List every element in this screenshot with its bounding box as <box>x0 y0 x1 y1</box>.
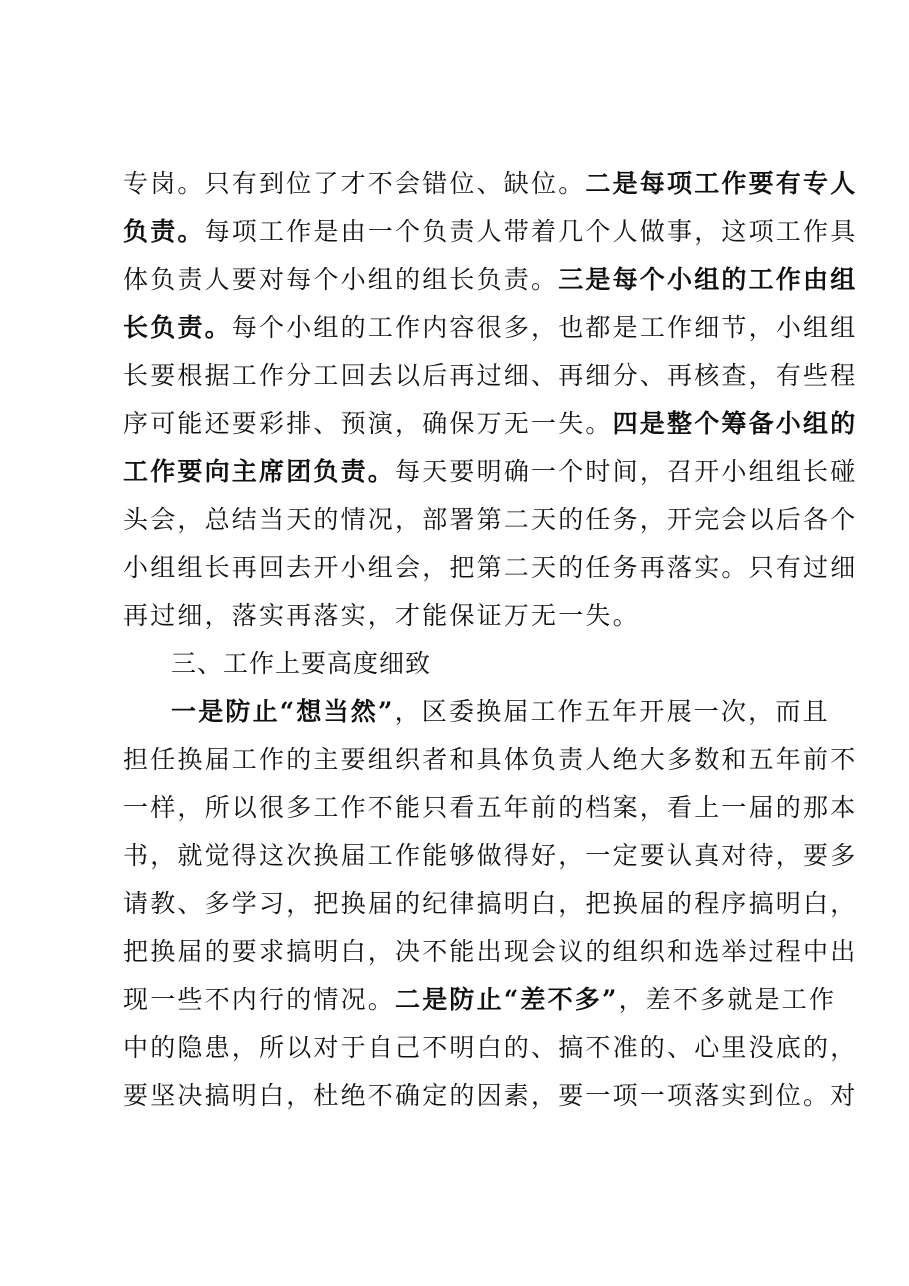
text-run: 小组组长再回去开小组会，把第二天的任务再落实。只有过细 <box>123 553 858 582</box>
section-heading: 三、工作上要高度细致 <box>171 649 432 678</box>
text-line <box>123 784 858 832</box>
text-line <box>123 544 858 592</box>
text-run: 再过细，落实再落实，才能保证万无一失。 <box>123 601 640 630</box>
text-run: 体负责人要对每个小组的组长负责。 <box>123 265 559 294</box>
bold-point-4: 四是整个筹备小组的 <box>612 409 858 438</box>
text-run: 头会，总结当天的情况，部署第二天的任务，开完会以后各个 <box>123 505 858 534</box>
text-line <box>123 928 858 976</box>
bold-point-4-end: 工作要向主席团负责。 <box>123 457 396 486</box>
text-line <box>123 976 837 1024</box>
text-run: 把换届的要求搞明白，决不能出现会议的组织和选举过程中出 <box>123 937 858 966</box>
text-line <box>123 832 858 880</box>
text-line <box>123 496 858 544</box>
text-run: 序可能还要彩排、预演，确保万无一失。 <box>123 409 613 438</box>
text-run: ，区委换届工作五年开展一次，而且 <box>394 697 830 726</box>
text-line <box>123 1024 858 1072</box>
text-run: 担任换届工作的主要组织者和具体负责人绝大多数和五年前不 <box>123 745 858 774</box>
text-line <box>123 880 858 928</box>
text-run: 要坚决搞明白，杜绝不确定的因素，要一项一项落实到位。对 <box>123 1081 858 1110</box>
text-run: 书，就觉得这次换届工作能够做得好，一定要认真对待，要多 <box>123 841 858 870</box>
text-line <box>123 256 858 304</box>
text-run: 中的隐患，所以对于自己不明白的、搞不准的、心里没底的， <box>123 1033 858 1062</box>
text-line <box>123 304 858 352</box>
text-line <box>123 1072 858 1120</box>
text-line <box>123 208 858 256</box>
text-run: 每个小组的工作内容很多，也都是工作细节，小组组 <box>231 313 858 342</box>
text-run: 现一些不内行的情况。 <box>123 985 396 1014</box>
document-page <box>123 160 858 1120</box>
text-line <box>123 400 858 448</box>
text-run: 一样，所以很多工作不能只看五年前的档案，看上一届的那本 <box>123 793 858 822</box>
text-line <box>123 352 858 400</box>
text-run: 每天要明确一个时间，召开小组组长碰 <box>395 457 858 486</box>
bold-point-3-end: 长负责。 <box>123 313 232 342</box>
bold-point-2b: 二是防止“差不多” <box>395 985 619 1014</box>
text-line <box>123 160 858 208</box>
text-run: ，差不多就是工作 <box>618 985 837 1014</box>
text-run: 专岗。只有到位了才不会错位、缺位。 <box>123 169 586 198</box>
bold-point-2-end: 负责。 <box>123 217 205 246</box>
text-run: 请教、多学习，把换届的纪律搞明白，把换届的程序搞明白， <box>123 889 858 918</box>
text-line <box>123 592 803 640</box>
bold-point-1: 一是防止“想当然” <box>171 697 395 726</box>
bold-point-2: 二是每项工作要有专人 <box>585 169 858 198</box>
text-run: 长要根据工作分工回去以后再过细、再细分、再核查，有些程 <box>123 361 858 390</box>
text-line <box>123 448 858 496</box>
text-line <box>123 736 858 784</box>
bold-point-3: 三是每个小组的工作由组 <box>558 265 858 294</box>
text-line <box>123 688 830 736</box>
text-run: 每项工作是由一个负责人带着几个人做事，这项工作具 <box>204 217 858 246</box>
